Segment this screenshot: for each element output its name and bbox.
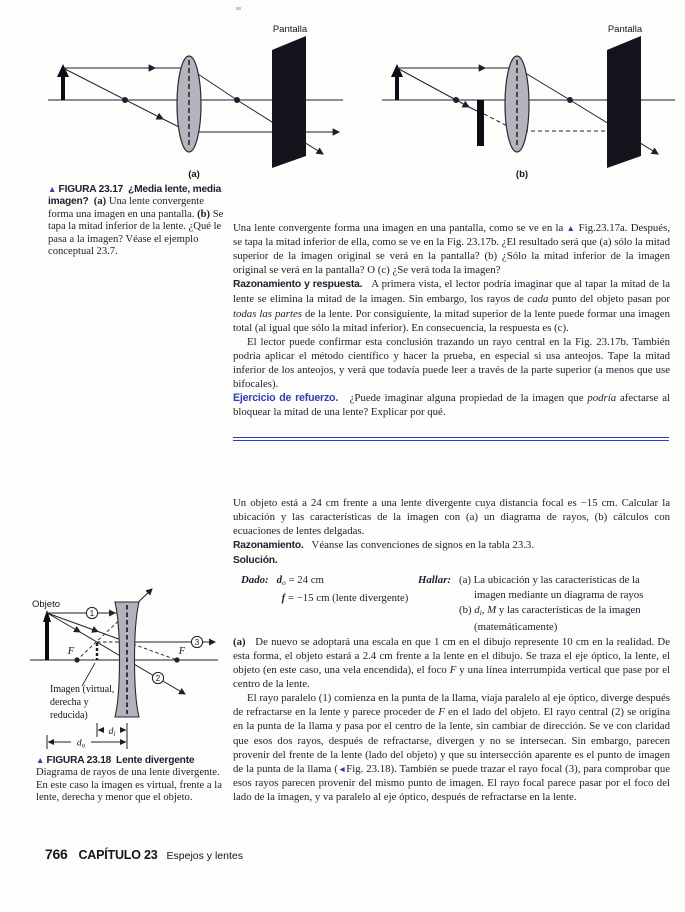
text-segment: y las características de la imagen (matemáticamente) [474,603,641,634]
text-segment: o [282,578,286,588]
text-segment: Diagrama de rayos de una lente divergente. En este caso la imagen es virtual, frente a la lente, derecha y menor que el objeto. [36,755,222,804]
text-segment: (b) [197,208,213,220]
find-item-b [459,603,670,635]
ray-number-3: 3 [194,638,200,647]
text-segment: FIGURA 23.18 [46,755,117,766]
focal-label-right: F [178,646,186,657]
page-footer [45,846,243,864]
di-label: $d_i$ [108,727,116,738]
text-segment: (b) [459,603,475,616]
text-segment: A primera vista, el lector podría imaginar que al tapar la mitad de la lente se elimina la mitad de la imagen. Sin embargo, los rayos de [233,278,670,306]
solution-paragraph-a2 [233,691,670,804]
figure-23-17-caption [48,183,231,258]
followup-exercise-paragraph [233,391,670,419]
text-segment: en el lado del objeto. El rayo central (2) se origina en la punta de la llama y pasa por el centro de la lente, sin cambiar de dirección. Se ve con claridad que esos dos rayos, después de refractarse, divergen y no se intersecan. Sin embargo, parecen provenir del frente de la lente (lado del objeto) y que su intersección aparente es el punto de imagen de la punta de la llama ( [233,706,670,775]
ray-number-2: 2 [155,674,161,683]
conceptual-example-text [233,221,670,419]
text-segment: ▲ [48,184,59,194]
image-label-line3: reducida) [50,710,88,721]
focal-point-dot-right [234,97,240,103]
di-arrow-left [98,727,105,733]
text-segment: Solución. [233,555,278,567]
do-label: $d_o$ [76,738,86,750]
text-segment: Véanse las convenciones de signos en la tabla 23.3. [303,539,535,552]
text-segment: El lector puede confirmar esta conclusión trazando un rayo central en la Fig. 23.17b. También podría aplicar el método científico y hacer la prueba, en especial si usa anteojos. Tape la mitad inferior de los anteojos, y verá que todavía puede leer a través de la parte superior (a menos que use bifocales). [233,335,670,391]
given-label: Dado: [241,574,269,587]
find-label: Hallar: [418,574,451,587]
problem-statement [233,496,670,538]
blocker [477,100,484,146]
reasoning-paragraph-2 [233,335,670,391]
text-segment: podría [587,392,617,405]
subfigure-a-label: (a) [188,169,200,180]
page-number: 766 [45,846,68,862]
image-label-pointer [82,663,95,686]
text-segment: f [281,592,286,605]
image-label-line1: Imagen (virtual, [50,684,115,695]
object-flame-tip [43,610,51,622]
ray-number-1: 1 [89,609,95,618]
text-segment: , [481,603,488,616]
text-segment: FIGURA 23.17 [58,184,129,195]
text-segment: i [479,607,482,617]
example-intro-paragraph [233,221,670,277]
central-ray-2 [47,613,127,660]
screen [272,36,306,168]
focal-ray-3 [47,613,127,642]
text-segment: = 24 cm [285,574,324,587]
text-segment: Fig.23.17a. Después, se tapa la mitad inferior de ella, como se ve en la Fig. 23.17b. ¿El resultado será que (a) sólo la mitad superior de la imagen original se verá en la pantalla? (b) ¿Sólo la mitad inferior de la imagen original se verá en la pantalla? O (c) ¿Se verá toda la imagen? [233,222,670,277]
example-end-rule [233,437,669,441]
find-items [459,573,670,634]
focal-point-dot-right [567,97,573,103]
focal-label-left: F [67,646,75,657]
given-line-do [277,573,409,591]
find-item-a [459,573,670,602]
text-segment: Fig. 23.18). También se puede trazar el rayo focal (3), para comprobar que esos rayos parecen provenir del mismo punto de imagen. El rayo focal parece pasar por el foco del lado de la imagen, y va paralelo al eje óptico, después de refractarse en la lente. [233,762,671,803]
pantalla-label: Pantalla [272,24,308,35]
razonamiento-line [233,538,670,553]
text-segment: todas las partes [233,307,302,320]
figure-23-18-diagram [15,583,230,761]
text-segment: punto del objeto pasan por [548,293,670,306]
text-segment: ▲ [566,223,576,233]
di-arrow-right [120,727,127,733]
text-segment: F [438,706,445,719]
text-segment: De nuevo se adoptará una escala en que 1 cm en el dibujo represente 10 cm en la realidad. De esta forma, el objeto estará a 2.4 cm frente a la lente en el dibujo. Se traza el eje óptico, la lente, el objeto (en este caso, una vela encendida), el foco [233,635,670,677]
given-line-f [277,591,409,606]
text-segment: Una lente convergente forma una imagen en una pantalla, como se ve en la [233,222,567,234]
text-segment: Razonamiento. [233,540,304,552]
do-arrow-left [48,739,55,745]
given-values [277,573,409,634]
scan-artifact [236,7,241,10]
focal-point-dot-right [174,657,179,662]
find-block [418,573,670,634]
text-segment: d [474,603,480,616]
text-segment: Razonamiento y respuesta. [233,279,363,291]
blocked-focal-ray [397,68,477,111]
text-segment: y una línea interrumpida vertical que pase por el centro de la lente. [233,664,670,691]
text-segment: ◄ [337,763,347,774]
text-segment: cada [527,293,549,306]
screen [607,36,641,168]
text-segment: d [276,574,282,587]
solution-paragraph-a [233,635,670,691]
text-segment: (a) La ubicación y las características de la imagen mediante un diagrama de rayos [459,574,644,602]
text-segment: Se tapa la mitad inferior de la lente. ¿Qué le pasa a la imagen? Véase el ejemplo conceptual 23.7. [48,208,224,258]
text-segment: Una lente convergente forma una imagen en una pantalla. [48,196,204,220]
focal-point-dot-left [453,97,459,103]
text-segment: ¿Puede imaginar alguna propiedad de la imagen que [338,392,588,405]
text-segment: (a) [233,635,246,648]
figure-23-17a-diagram [5,18,345,180]
text-segment: Un objeto está a 24 cm frente a una lente divergente cuya distancia focal es −15 cm. Calcular la ubicación y las características de la imagen con (a) un diagrama de rayos, (b) cálculos con ecuaciones de lentes delgadas. [233,497,670,538]
objeto-label: Objeto [32,599,60,610]
focal-point-dot-left [74,657,79,662]
text-segment: ▲ [36,755,47,765]
text-segment: = −15 cm (lente divergente) [285,592,409,605]
text-segment: Ejercicio de refuerzo. [233,392,339,405]
reasoning-paragraph [233,277,670,334]
text-segment: M [487,603,497,616]
given-block [241,573,418,634]
text-segment: El rayo paralelo (1) comienza en la punta de la llama, viaja paralelo al eje óptico, diverge después de refractarse en la lente y parece proceder de [233,692,670,719]
text-segment: de la lente. Por consiguiente, la mitad superior de la lente puede formar una imagen total (al igual que sólo la mitad inferior). En consecuencia, la respuesta es (c). [233,307,670,334]
text-segment: ¿Media lente, media imagen? [48,184,222,208]
figure-23-18-caption [36,754,228,805]
worked-example-text [233,496,670,804]
given-find-block [233,573,670,634]
text-segment: (a) [88,196,109,208]
image-label-line2: derecha y [50,697,89,708]
text-segment: Lente divergente [116,755,195,766]
pantalla-label: Pantalla [607,24,643,35]
figure-23-17b-diagram [345,18,685,180]
focal-point-dot-left [122,97,128,103]
text-segment: afectarse al bloquear la mitad de una lente? Explicar por qué. [233,392,670,419]
do-arrow-right [120,739,127,745]
solucion-line [233,553,670,568]
text-segment: F [449,664,457,677]
chapter-title: Espejos y lentes [166,850,243,862]
subfigure-b-label: (b) [515,169,529,180]
chapter-label: CAPÍTULO 23 [78,848,158,862]
